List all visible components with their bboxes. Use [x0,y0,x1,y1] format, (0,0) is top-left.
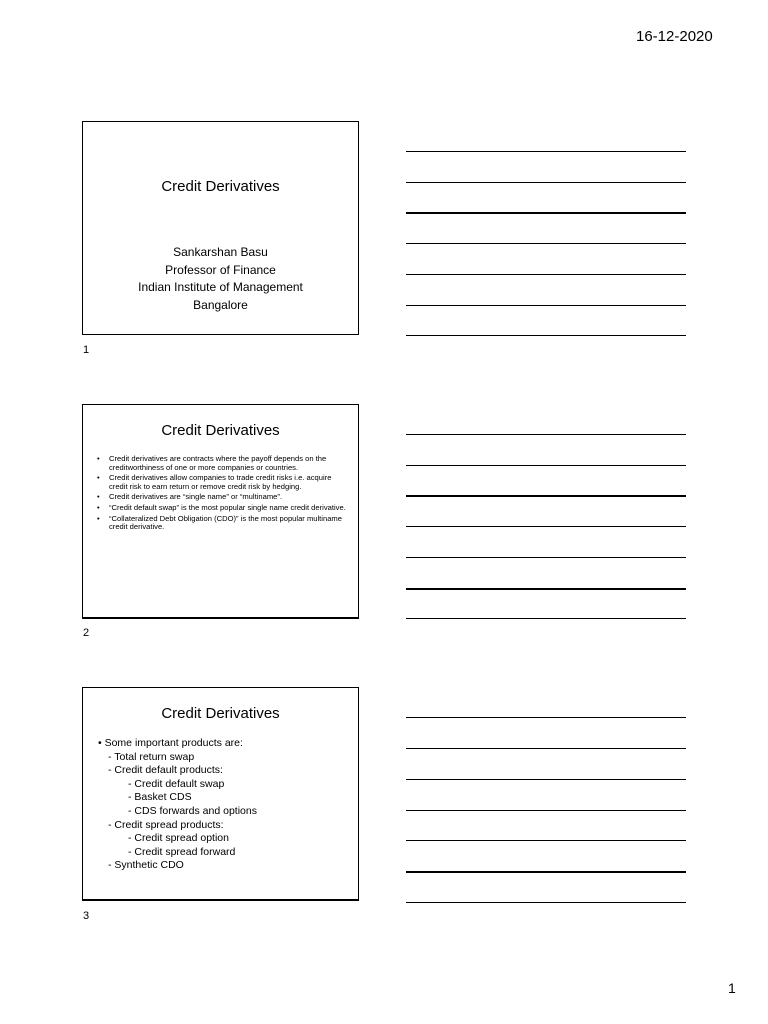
note-line [406,495,686,497]
slide-2-title: Credit Derivatives [161,422,280,439]
slide-number-1: 1 [83,344,90,356]
slide-3-product-list [98,737,257,873]
slide-3-title: Credit Derivatives [161,705,280,722]
list-item: • “Collateralized Debt Obligation (CDO)” is the most popular multiname credit derivative. [97,515,349,532]
list-item: - Credit default swap [128,777,225,790]
note-line [406,618,686,619]
slide-3 [82,687,359,901]
note-line [406,902,686,903]
note-line [406,212,686,214]
list-item: • Credit derivatives allow companies to trade credit risks i.e. acquire credit risk to earn return or remove credit risk by hedging. [97,474,349,491]
list-item: - Credit default products: [108,764,223,777]
list-item: • Some important products are: [98,737,243,749]
note-line [406,779,686,780]
note-line [406,243,686,244]
slide-2-bullet-list [97,455,349,534]
list-item: - Credit spread forward [128,845,236,858]
author-position: Professor of Finance [165,262,276,277]
note-line [406,840,686,841]
note-line [406,434,686,435]
list-item: • Credit derivatives are “single name” or “multiname”. [97,493,349,502]
note-line [406,526,686,527]
note-line [406,588,686,590]
list-item: - Credit spread products: [108,818,224,831]
page-number: 1 [728,980,736,996]
list-item: - CDS forwards and options [128,804,257,817]
note-line [406,305,686,306]
slide-number-3: 3 [83,910,90,922]
note-line [406,465,686,466]
author-name: Sankarshan Basu [173,245,268,259]
slide-1-title: Credit Derivatives [161,178,280,195]
note-line [406,810,686,811]
list-item: • “Credit default swap” is the most popular single name credit derivative. [97,504,349,513]
author-institute: Indian Institute of Management [138,280,303,294]
note-line [406,871,686,873]
slide-1 [82,121,359,335]
note-line [406,717,686,718]
author-city: Bangalore [193,297,248,312]
slide-1-author-block [83,244,358,314]
note-line [406,182,686,183]
slide-number-2: 2 [83,627,90,639]
slide-2 [82,404,359,619]
page-date: 16-12-2020 [636,28,713,45]
list-item: - Total return swap [108,750,195,763]
note-line [406,151,686,152]
note-line [406,335,686,336]
list-item: • Credit derivatives are contracts where the payoff depends on the creditworthiness of one or more companies or countries. [97,455,349,472]
note-line [406,557,686,558]
list-item: - Synthetic CDO [108,859,184,872]
list-item: - Credit spread option [128,832,229,845]
note-line [406,274,686,275]
note-line [406,748,686,749]
list-item: - Basket CDS [128,791,192,804]
